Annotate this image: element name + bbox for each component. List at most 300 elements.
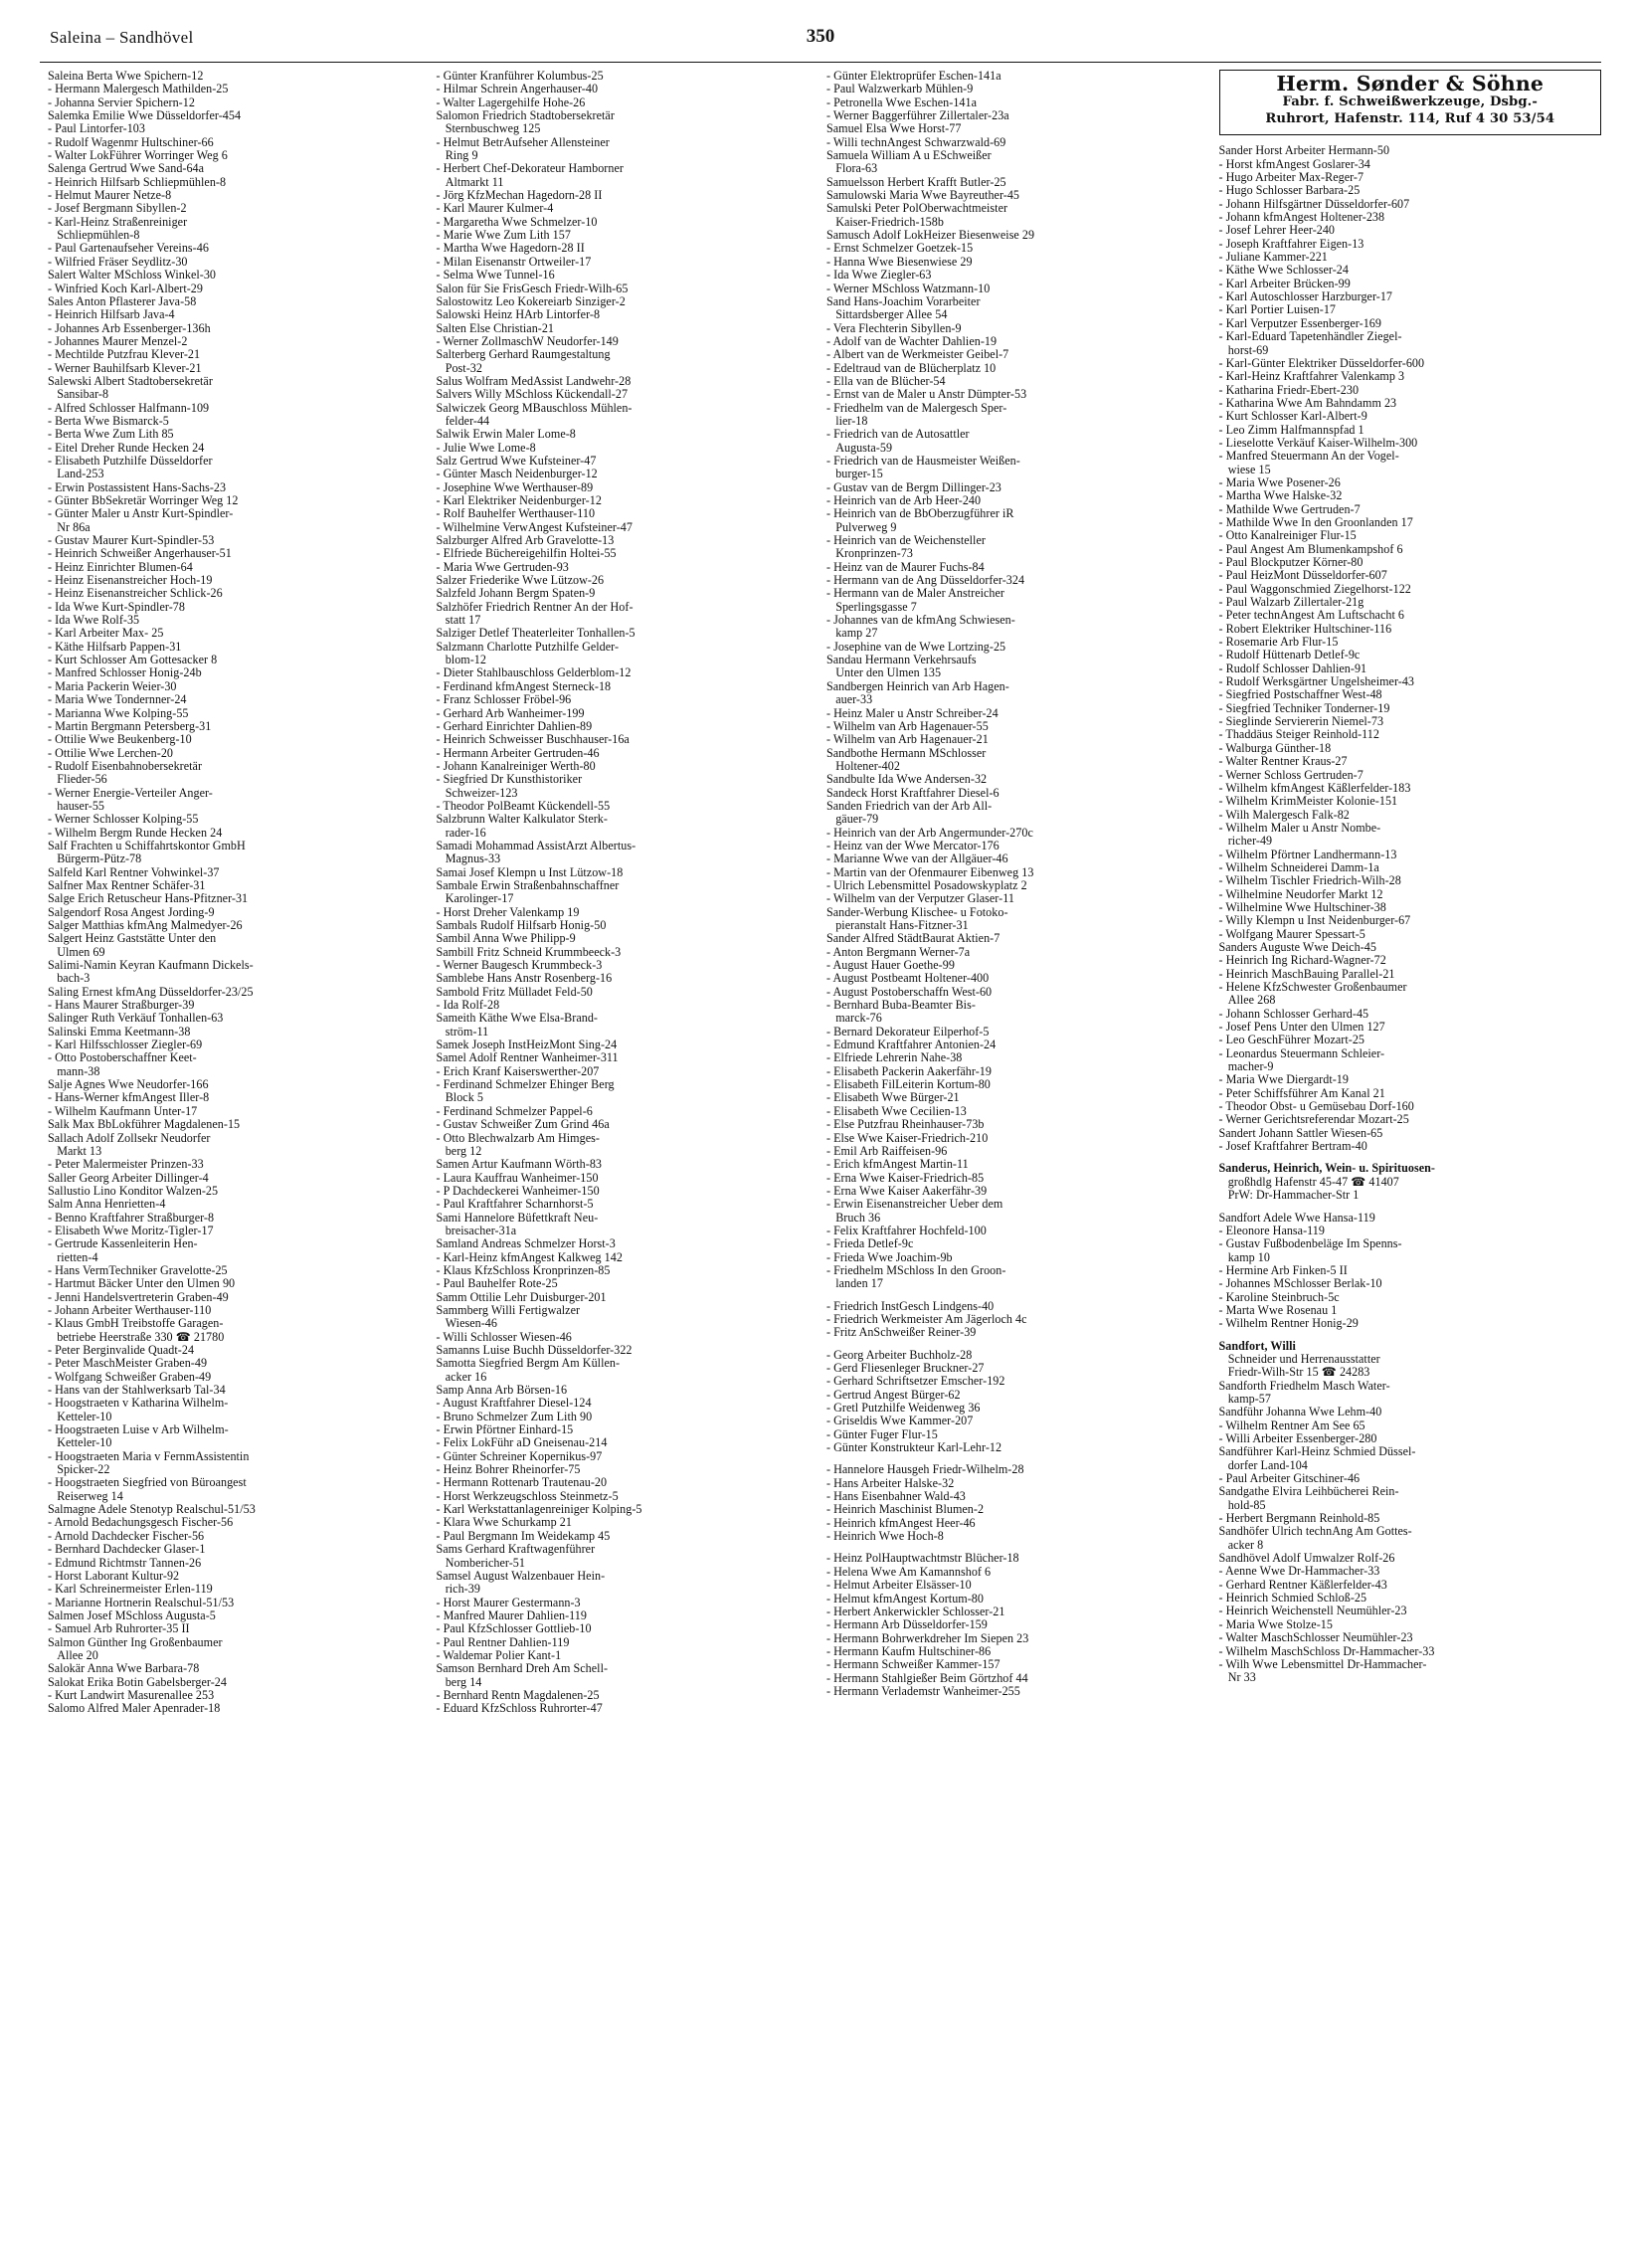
directory-entry: - Heinrich Hilfsarb Schliepmühlen-8 xyxy=(48,174,227,189)
directory-entry: - Samuel Arb Ruhrorter-35 II xyxy=(48,1621,190,1636)
directory-entry: - Günter Schreiner Kopernikus-97 xyxy=(436,1448,603,1463)
directory-entry: rich-39 xyxy=(436,1582,480,1597)
directory-entry: Samanns Luise Buchh Düsseldorfer-322 xyxy=(436,1343,633,1357)
directory-entry: - Benno Kraftfahrer Straßburger-8 xyxy=(48,1210,215,1225)
directory-entry: - Gertrud Angest Bürger-62 xyxy=(826,1387,961,1402)
directory-entry: - Peter Berginvalide Quadt-24 xyxy=(48,1343,195,1357)
directory-entry: betriebe Heerstraße 330 ☎ 21780 xyxy=(48,1329,225,1344)
directory-entry: - Hoogstraeten v Katharina Wilhelm- xyxy=(48,1396,229,1411)
directory-entry: Samuel Elsa Wwe Horst-77 xyxy=(826,121,962,136)
directory-entry: - Martin van der Ofenmaurer Eibenweg 13 xyxy=(826,864,1034,879)
directory-entry: - Albert van de Werkmeister Geibel-7 xyxy=(826,347,1009,362)
directory-entry: - Elisabeth Wwe Bürger-21 xyxy=(826,1090,960,1105)
directory-entry: - Horst Werkzeugschloss Steinmetz-5 xyxy=(436,1488,619,1503)
directory-entry: - Rudolf Wagenmr Hultschiner-66 xyxy=(48,134,214,149)
directory-entry: - Werner Baggerführer Zillertaler-23a xyxy=(826,108,1009,123)
directory-entry: - Hermann Stahlgießer Beim Görtzhof 44 xyxy=(826,1670,1028,1685)
directory-entry: - Klaus GmbH Treibstoffe Garagen- xyxy=(48,1316,224,1331)
directory-entry: - Thaddäus Steiger Reinhold-112 xyxy=(1218,727,1379,742)
directory-entry: - Paul Waggonschmied Ziegelhorst-122 xyxy=(1218,581,1411,596)
directory-entry: - Mechtilde Putzfrau Klever-21 xyxy=(48,347,201,362)
directory-entry: - Ida Wwe Ziegler-63 xyxy=(826,268,932,283)
directory-entry: - Karl Elektriker Neidenburger-12 xyxy=(436,493,602,507)
directory-entry: - Adolf van de Wachter Dahlien-19 xyxy=(826,333,998,348)
directory-entry: Salemka Emilie Wwe Düsseldorfer-454 xyxy=(48,108,242,123)
directory-entry: - Horst kfmAngest Goslarer-34 xyxy=(1218,156,1370,171)
directory-entry: - Karl Maurer Kulmer-4 xyxy=(436,201,554,216)
directory-entry: - Friedrich van de Hausmeister Weißen- xyxy=(826,453,1020,468)
directory-entry: Magnus-33 xyxy=(436,851,501,866)
directory-entry: Samadi Mohammad AssistArzt Albertus- xyxy=(436,838,637,852)
directory-entry: - Willi Arbeiter Essenberger-280 xyxy=(1218,1431,1377,1445)
directory-entry: Sandhövel Adolf Umwalzer Rolf-26 xyxy=(1218,1551,1395,1566)
directory-entry: - Hans Maurer Straßburger-39 xyxy=(48,998,195,1013)
directory-entry: - Julie Wwe Lome-8 xyxy=(436,440,536,455)
directory-entry: - Paul HeizMont Düsseldorfer-607 xyxy=(1218,568,1387,583)
directory-entry: Kaiser-Friedrich-158b xyxy=(826,214,944,229)
directory-entry: - Wilhelm Bergm Runde Hecken 24 xyxy=(48,825,223,840)
directory-entry: - Hugo Schlosser Barbara-25 xyxy=(1218,183,1361,198)
directory-entry: Salostowitz Leo Kokereiarb Sinziger-2 xyxy=(436,293,626,308)
directory-entry: - Wilhelm Tischler Friedrich-Wilh-28 xyxy=(1218,873,1401,888)
directory-entry: - Hartmut Bäcker Unter den Ulmen 90 xyxy=(48,1276,236,1291)
directory-entry: - Felix LokFühr aD Gneisenau-214 xyxy=(436,1435,608,1450)
directory-entry: Samen Artur Kaufmann Wörth-83 xyxy=(436,1157,603,1172)
header-rule xyxy=(40,62,1601,63)
directory-entry: - Berta Wwe Zum Lith 85 xyxy=(48,427,174,442)
directory-entry: - Hermann Bohrwerkdreher Im Siepen 23 xyxy=(826,1630,1029,1645)
directory-entry: Sperlingsgasse 7 xyxy=(826,599,917,614)
directory-entry: - Edmund Kraftfahrer Antonien-24 xyxy=(826,1038,997,1052)
directory-entry: Salmen Josef MSchloss Augusta-5 xyxy=(48,1607,216,1622)
directory-entry: - Gerd Fliesenleger Bruckner-27 xyxy=(826,1361,985,1375)
directory-entry: - Paul Arbeiter Gitschiner-46 xyxy=(1218,1471,1361,1486)
directory-entry: - Elfriede Lehrerin Nahe-38 xyxy=(826,1050,963,1065)
directory-entry: - Werner Gerichtsreferendar Mozart-25 xyxy=(1218,1112,1409,1127)
directory-entry: hauser-55 xyxy=(48,798,105,813)
directory-entry: - Arnold Dachdecker Fischer-56 xyxy=(48,1528,205,1543)
directory-entry: - Eitel Dreher Runde Hecken 24 xyxy=(48,440,205,455)
directory-entry: - Selma Wwe Tunnel-16 xyxy=(436,268,555,283)
directory-entry: Salinger Ruth Verkäuf Tonhallen-63 xyxy=(48,1011,224,1026)
directory-entry: Augusta-59 xyxy=(826,440,893,455)
directory-entry: - Wilhelm kfmAngest Käßlerfelder-183 xyxy=(1218,780,1411,795)
directory-entry: - Anton Bergmann Werner-7a xyxy=(826,944,971,959)
directory-entry: - Erwin Eisenanstreicher Ueber dem xyxy=(826,1197,1003,1212)
directory-entry: Sandhöfer Ulrich technAng Am Gottes- xyxy=(1218,1524,1412,1539)
directory-entry: - Hermine Arb Finken-5 II xyxy=(1218,1262,1348,1277)
directory-entry: Samsel August Walzenbauer Hein- xyxy=(436,1568,606,1583)
directory-entry: - Maria Wwe Gertruden-93 xyxy=(436,559,569,574)
directory-entry: - Walter MaschSchlosser Neumühler-23 xyxy=(1218,1630,1413,1645)
directory-entry: - Hannelore Hausgeh Friedr-Wilhelm-28 xyxy=(826,1462,1024,1477)
directory-entry: - Wilhelm KrimMeister Kolonie-151 xyxy=(1218,794,1398,809)
directory-entry: - Leonardus Steuermann Schleier- xyxy=(1218,1045,1385,1060)
directory-entry: marck-76 xyxy=(826,1011,882,1026)
directory-entry: Sandau Hermann Verkehrsaufs xyxy=(826,653,977,667)
directory-entry: - Erna Wwe Kaiser Aakerfähr-39 xyxy=(826,1183,988,1198)
directory-entry: - Kurt Landwirt Masurenallee 253 xyxy=(48,1687,215,1702)
directory-entry: Unter den Ulmen 135 xyxy=(826,665,942,680)
directory-entry: Salk Max BbLokführer Magdalenen-15 xyxy=(48,1117,241,1132)
directory-entry: Salzmann Charlotte Putzhilfe Gelder- xyxy=(436,639,620,654)
directory-entry: - Robert Elektriker Hultschiner-116 xyxy=(1218,621,1392,636)
directory-entry: - Martin Bergmann Petersberg-31 xyxy=(48,718,212,733)
directory-entry: - Bernhard Rentn Magdalenen-25 xyxy=(436,1687,600,1702)
directory-entry: Sandführer Karl-Heinz Schmied Düssel- xyxy=(1218,1444,1416,1459)
directory-entry: Salewski Albert Stadtobersekretär xyxy=(48,373,213,388)
directory-entry: Altmarkt 11 xyxy=(436,174,504,189)
directory-entry: - Rudolf Hüttenarb Detlef-9c xyxy=(1218,648,1361,662)
directory-entry: - Gustav Fußbodenbeläge Im Spenns- xyxy=(1218,1236,1402,1251)
directory-entry: - Wilhelm van Arb Hagenauer-55 xyxy=(826,718,989,733)
directory-entry: - Hoogstraeten Maria v FernmAssistentin xyxy=(48,1448,250,1463)
directory-entry: Samp Anna Arb Börsen-16 xyxy=(436,1383,568,1398)
directory-entry: - Paul Blockputzer Körner-80 xyxy=(1218,555,1364,569)
directory-entry: - Lieselotte Verkäuf Kaiser-Wilhelm-300 xyxy=(1218,435,1418,450)
directory-entry: - Hans VermTechniker Gravelotte-25 xyxy=(48,1262,228,1277)
directory-entry: Bürgerm-Pütz-78 xyxy=(48,851,142,866)
directory-entry: - Helmut BetrAufseher Allensteiner xyxy=(436,134,610,149)
directory-entry: - Johanna Servier Spichern-12 xyxy=(48,94,195,109)
directory-entry: statt 17 xyxy=(436,613,481,628)
directory-entry: - Helmut kfmAngest Kortum-80 xyxy=(826,1591,984,1606)
directory-entry: - Hans-Werner kfmAngest Iller-8 xyxy=(48,1090,210,1105)
directory-entry: - Werner MSchloss Watzmann-10 xyxy=(826,281,991,295)
directory-entry: Nr 86a xyxy=(48,519,91,534)
directory-entry: - Gustav Schweißer Zum Grind 46a xyxy=(436,1117,610,1132)
directory-entry: - Helena Wwe Am Kamannshof 6 xyxy=(826,1564,992,1579)
directory-entry: Salf Frachten u Schiffahrtskontor GmbH xyxy=(48,838,246,852)
directory-entry: Ulmen 69 xyxy=(48,944,105,959)
directory-entry: - Willi Schlosser Wiesen-46 xyxy=(436,1329,572,1344)
directory-entry: - Paul Lintorfer-103 xyxy=(48,121,145,136)
directory-entry: Salz Gertrud Wwe Kufsteiner-47 xyxy=(436,453,597,468)
column-2 xyxy=(431,70,821,1716)
directory-entry: Reiserweg 14 xyxy=(48,1488,123,1503)
directory-entry: - Erna Wwe Kaiser-Friedrich-85 xyxy=(826,1170,985,1185)
directory-entry: - Johann Kanalreiniger Werth-80 xyxy=(436,758,596,773)
directory-entry: Sander Horst Arbeiter Hermann-50 xyxy=(1218,143,1390,158)
directory-entry: Sanders Auguste Wwe Deich-45 xyxy=(1218,939,1376,954)
directory-entry: Salokat Erika Botin Gabelsberger-24 xyxy=(48,1674,227,1689)
directory-entry: - Laura Kauffrau Wanheimer-150 xyxy=(436,1170,599,1185)
directory-entry: Allee 268 xyxy=(1218,993,1276,1008)
page-header xyxy=(40,26,1601,60)
directory-entry: - Werner Schlosser Kolping-55 xyxy=(48,812,199,827)
directory-entry: - Wilhelm Rentner Am See 65 xyxy=(1218,1418,1365,1432)
directory-entry: - Wolfgang Schweißer Graben-49 xyxy=(48,1369,212,1384)
directory-entry: - Walter Lagergehilfe Hohe-26 xyxy=(436,94,586,109)
directory-entry: - Hermann Kaufm Hultschiner-86 xyxy=(826,1643,992,1658)
directory-entry: Salon für Sie FrisGesch Friedr-Wilh-65 xyxy=(436,281,629,295)
directory-entry: - Manfred Maurer Dahlien-119 xyxy=(436,1607,587,1622)
directory-entry: - Rosemarie Arb Flur-15 xyxy=(1218,635,1339,650)
directory-entry: Salzburger Alfred Arb Gravelotte-13 xyxy=(436,533,615,548)
directory-entry: - Werner Schloss Gertruden-7 xyxy=(1218,767,1364,782)
directory-entry: - Heinz Eisenanstreicher Schlick-26 xyxy=(48,586,223,601)
directory-entry: Holtener-402 xyxy=(826,758,900,773)
directory-entry: - P Dachdeckerei Wanheimer-150 xyxy=(436,1183,600,1198)
directory-entry: - Theodor Obst- u Gemüsebau Dorf-160 xyxy=(1218,1099,1414,1114)
directory-entry: Sandfort, Willi xyxy=(1218,1338,1296,1353)
directory-entry: Samusch Adolf LokHeizer Biesenweise 29 xyxy=(826,228,1035,243)
directory-entry: - Günter Fuger Flur-15 xyxy=(826,1426,938,1441)
directory-entry: - Hermann van de Maler Anstreicher xyxy=(826,586,1004,601)
directory-entry: - Johannes Arb Essenberger-136h xyxy=(48,320,211,335)
directory-entry: Samulowski Maria Wwe Bayreuther-45 xyxy=(826,188,1020,203)
directory-entry: - August Postoberschaffn West-60 xyxy=(826,984,993,999)
directory-entry: Salert Walter MSchloss Winkel-30 xyxy=(48,268,216,283)
directory-entry: Nombericher-51 xyxy=(436,1555,525,1570)
directory-entry: - Herbert Ankerwickler Schlosser-21 xyxy=(826,1604,1005,1618)
directory-entry: - Karl Arbeiter Brücken-99 xyxy=(1218,276,1351,290)
directory-entry: - Ernst van de Maler u Anstr Dümpter-53 xyxy=(826,387,1027,402)
directory-entry: - Elisabeth Packerin Aakerfähr-19 xyxy=(826,1063,992,1078)
directory-entry: Markt 13 xyxy=(48,1143,102,1158)
directory-entry: Sambill Fritz Schneid Krummbeeck-3 xyxy=(436,944,622,959)
directory-entry: wiese 15 xyxy=(1218,462,1271,476)
directory-entry: Friedr-Wilh-Str 15 ☎ 24283 xyxy=(1218,1365,1370,1380)
directory-entry: - Vera Flechterin Sibyllen-9 xyxy=(826,320,962,335)
directory-entry: - Wilhelm Schneiderei Damm-1a xyxy=(1218,859,1379,874)
directory-entry: blom-12 xyxy=(436,653,486,667)
directory-entry: - Gerhard Einrichter Dahlien-89 xyxy=(436,718,593,733)
directory-entry: - Karl-Günter Elektriker Düsseldorfer-600 xyxy=(1218,355,1425,370)
directory-entry: - August Kraftfahrer Diesel-124 xyxy=(436,1396,592,1411)
directory-entry: - Gerhard Schriftsetzer Emscher-192 xyxy=(826,1374,1005,1389)
directory-entry: Sambale Erwin Straßenbahnschaffner xyxy=(436,877,620,892)
directory-entry: Pulverweg 9 xyxy=(826,519,897,534)
directory-entry: - Heinz Eisenanstreicher Hoch-19 xyxy=(48,573,213,588)
directory-entry: - Else Putzfrau Rheinhauser-73b xyxy=(826,1117,985,1132)
directory-entry: Samuelsson Herbert Krafft Butler-25 xyxy=(826,174,1006,189)
directory-entry: - Friedrich van de Autosattler xyxy=(826,427,970,442)
directory-entry: - Karoline Steinbruch-5c xyxy=(1218,1289,1340,1304)
directory-entry: - Maria Wwe Tondernner-24 xyxy=(48,692,187,707)
directory-entry: Karolinger-17 xyxy=(436,891,514,906)
directory-entry: - Hans Arbeiter Halske-32 xyxy=(826,1475,955,1490)
directory-entry: - Eduard KfzSchloss Ruhrorter-47 xyxy=(436,1701,603,1716)
directory-entry: - Walburga Günther-18 xyxy=(1218,740,1332,755)
directory-entry: Salokär Anna Wwe Barbara-78 xyxy=(48,1661,200,1676)
directory-entry: - Josef Lehrer Heer-240 xyxy=(1218,223,1336,238)
directory-entry: felder-44 xyxy=(436,413,490,428)
directory-entry: - Juliane Kammer-221 xyxy=(1218,250,1328,265)
directory-entry: - Erwin Postassistent Hans-Sachs-23 xyxy=(48,479,227,494)
directory-entry: - Margaretha Wwe Schmelzer-10 xyxy=(436,214,598,229)
directory-entry: - Friedrich InstGesch Lindgens-40 xyxy=(826,1298,995,1313)
directory-entry: - Ida Rolf-28 xyxy=(436,998,500,1013)
directory-entry: Post-32 xyxy=(436,360,482,375)
directory-entry: - Marianne Wwe van der Allgäuer-46 xyxy=(826,851,1008,866)
directory-entry: - Peter Schiffsführer Am Kanal 21 xyxy=(1218,1085,1385,1100)
directory-entry: - Werner ZollmaschW Neudorfer-149 xyxy=(436,333,619,348)
directory-entry: landen 17 xyxy=(826,1276,883,1291)
directory-entry: - Horst Dreher Valenkamp 19 xyxy=(436,904,580,919)
directory-entry: - Heinrich van de BbOberzugführer iR xyxy=(826,506,1014,521)
directory-entry: - Bernard Dekorateur Eilperhof-5 xyxy=(826,1024,990,1039)
directory-entry: - Fritz AnSchweißer Reiner-39 xyxy=(826,1325,977,1340)
directory-entry: Samel Adolf Rentner Wanheimer-311 xyxy=(436,1050,619,1065)
directory-entry: - Heinz Maler u Anstr Schreiber-24 xyxy=(826,705,999,720)
directory-entry: - Paul Gartenaufseher Vereins-46 xyxy=(48,241,209,256)
directory-entry: - Leo Zimm Halfmannspfad 1 xyxy=(1218,422,1364,437)
directory-entry: Salzer Friederike Wwe Lützow-26 xyxy=(436,573,605,588)
directory-entry: rietten-4 xyxy=(48,1249,98,1264)
directory-entry: dorfer Land-104 xyxy=(1218,1457,1308,1472)
directory-entry: - Helmut Arbeiter Elsässer-10 xyxy=(826,1578,972,1593)
directory-entry: - Mathilde Wwe In den Groonlanden 17 xyxy=(1218,514,1413,529)
directory-entry: PrW: Dr-Hammacher-Str 1 xyxy=(1218,1188,1360,1203)
directory-entry: Sittardsberger Allee 54 xyxy=(826,307,948,322)
directory-entry: Samm Ottilie Lehr Duisburger-201 xyxy=(436,1289,607,1304)
directory-entry: - Marie Wwe Zum Lith 157 xyxy=(436,228,571,243)
directory-entry: pieranstalt Hans-Fitzner-31 xyxy=(826,918,969,932)
directory-entry: - Friedhelm van de Malergesch Sper- xyxy=(826,400,1007,415)
directory-entry: - Hermann Schweißer Kammer-157 xyxy=(826,1657,1000,1672)
directory-entry: - Heinz Bohrer Rheinorfer-75 xyxy=(436,1462,581,1477)
directory-entry: - Friedrich Werkmeister Am Jägerloch 4c xyxy=(826,1311,1027,1326)
directory-entry: - Paul Bergmann Im Weidekamp 45 xyxy=(436,1528,611,1543)
directory-entry: - Ernst Schmelzer Goetzek-15 xyxy=(826,241,974,256)
directory-entry: Block 5 xyxy=(436,1090,483,1105)
directory-entry: - Günter Elektroprüfer Eschen-141a xyxy=(826,69,1001,83)
directory-entry: Ketteler-10 xyxy=(48,1435,112,1450)
directory-entry: - Johannes MSchlosser Berlak-10 xyxy=(1218,1276,1382,1291)
directory-entry: - Siegfried Postschaffner West-48 xyxy=(1218,687,1382,702)
directory-entry: Salziger Detlef Theaterleiter Tonhallen-5 xyxy=(436,626,636,641)
directory-entry: Sambold Fritz Mülladet Feld-50 xyxy=(436,984,593,999)
directory-entry: - Gustav van de Bergm Dillinger-23 xyxy=(826,479,1001,494)
directory-entry: Salge Erich Retuscheur Hans-Pfitzner-31 xyxy=(48,891,249,906)
directory-entry: - Elisabeth Putzhilfe Düsseldorfer xyxy=(48,453,213,468)
directory-entry: - Heinz PolHauptwachtmstr Blücher-18 xyxy=(826,1551,1019,1566)
ad-line-2: Ruhrort, Hafenstr. 114, Ruf 4 30 53/54 xyxy=(1265,110,1555,126)
directory-entry: - Karl Portier Luisen-17 xyxy=(1218,302,1336,317)
directory-entry: - Hermann Rottenarb Trautenau-20 xyxy=(436,1475,608,1490)
directory-entry: - Erich Kranf Kaiserswerther-207 xyxy=(436,1063,600,1078)
directory-entry: - Hanna Wwe Biesenwiese 29 xyxy=(826,254,973,269)
directory-entry: - Frieda Detlef-9c xyxy=(826,1236,914,1251)
directory-entry: - Helmut Maurer Netze-8 xyxy=(48,188,172,203)
directory-entry: - Hermann Arbeiter Gertruden-46 xyxy=(436,745,600,760)
directory-entry: ström-11 xyxy=(436,1024,489,1039)
directory-entry: Salus Wolfram MedAssist Landwehr-28 xyxy=(436,373,632,388)
directory-entry: - Käthe Wwe Schlosser-24 xyxy=(1218,263,1349,278)
directory-entry: - Heinrich van der Arb Angermunder-270c xyxy=(826,825,1033,840)
directory-entry: Salje Agnes Wwe Neudorfer-166 xyxy=(48,1077,209,1092)
directory-entry: acker 8 xyxy=(1218,1537,1264,1552)
directory-entry: - Bernhard Dachdecker Glaser-1 xyxy=(48,1542,206,1557)
directory-entry: - Wilhelm MaschSchloss Dr-Hammacher-33 xyxy=(1218,1643,1435,1658)
directory-entry: bach-3 xyxy=(48,971,91,986)
directory-entry: Salowski Heinz HArb Lintorfer-8 xyxy=(436,307,601,322)
directory-entry: - Friedhelm MSchloss In den Groon- xyxy=(826,1262,1006,1277)
directory-entry: - Heinz van de Maurer Fuchs-84 xyxy=(826,559,985,574)
directory-entry: - Willi technAngest Schwarzwald-69 xyxy=(826,134,1006,149)
directory-entry: - Klara Wwe Schurkamp 21 xyxy=(436,1515,572,1530)
directory-entry: Flora-63 xyxy=(826,161,878,176)
directory-entry: - Hans van der Stahlwerksarb Tal-34 xyxy=(48,1383,226,1398)
directory-entry: - Rolf Bauhelfer Werthauser-110 xyxy=(436,506,596,521)
directory-entry: - Ottilie Wwe Beukenberg-10 xyxy=(48,732,192,747)
directory-entry: - Wolfgang Maurer Spessart-5 xyxy=(1218,926,1365,941)
running-title: Saleina – Sandhövel xyxy=(50,28,194,47)
directory-entry: - Jenni Handelsvertreterin Graben-49 xyxy=(48,1289,229,1304)
directory-entry: Sandert Johann Sattler Wiesen-65 xyxy=(1218,1125,1383,1140)
directory-entry: - Werner Bauhilfsarb Klever-21 xyxy=(48,360,202,375)
directory-entry: - Georg Arbeiter Buchholz-28 xyxy=(826,1347,973,1362)
directory-entry: Sanden Friedrich van der Arb All- xyxy=(826,798,993,813)
directory-entry: Sallustio Lino Konditor Walzen-25 xyxy=(48,1183,219,1198)
directory-entry: - Heinrich MaschBauing Parallel-21 xyxy=(1218,966,1395,981)
directory-entry: - Wilhelm Maler u Anstr Nombe- xyxy=(1218,820,1381,835)
directory-entry: - Paul Bauhelfer Rote-25 xyxy=(436,1276,558,1291)
directory-entry: Sambil Anna Wwe Philipp-9 xyxy=(436,931,576,946)
directory-entry: - Johannes van de kfmAng Schwiesen- xyxy=(826,613,1015,628)
directory-entry: - Wilhelmine Wwe Hultschiner-38 xyxy=(1218,899,1386,914)
directory-entry: - Rudolf Eisenbahnobersekretär xyxy=(48,758,203,773)
directory-entry: Samotta Siegfried Bergm Am Küllen- xyxy=(436,1356,621,1371)
directory-entry: macher-9 xyxy=(1218,1059,1274,1074)
directory-entry: - Jörg KfzMechan Hagedorn-28 II xyxy=(436,188,603,203)
directory-entry: Salzfeld Johann Bergm Spaten-9 xyxy=(436,586,596,601)
directory-entry: - Heinrich Ing Richard-Wagner-72 xyxy=(1218,953,1386,968)
directory-entry: Salomon Friedrich Stadtobersekretär xyxy=(436,108,615,123)
directory-entry: - Hermann Arb Düsseldorfer-159 xyxy=(826,1617,988,1632)
directory-entry: - Wilhelm Kaufmann Unter-17 xyxy=(48,1103,198,1118)
directory-entry: Flieder-56 xyxy=(48,772,107,787)
directory-entry: - Paul Kraftfahrer Scharnhorst-5 xyxy=(436,1197,594,1212)
ad-company-name: Herm. Sønder & Söhne xyxy=(1276,72,1545,95)
directory-entry: - Else Wwe Kaiser-Friedrich-210 xyxy=(826,1130,989,1145)
directory-entry: - Horst Laborant Kultur-92 xyxy=(48,1568,180,1583)
directory-entry: - Josef Kraftfahrer Bertram-40 xyxy=(1218,1139,1367,1154)
column-1 xyxy=(40,70,431,1716)
directory-entry: Samek Joseph InstHeizMont Sing-24 xyxy=(436,1038,618,1052)
directory-entry: Sand Hans-Joachim Vorarbeiter xyxy=(826,293,981,308)
directory-entry: Sammberg Willi Fertigwalzer xyxy=(436,1302,581,1317)
directory-entry: - Manfred Steuermann An der Vogel- xyxy=(1218,449,1399,464)
column-4 xyxy=(1211,70,1602,1716)
directory-entry: Kronprinzen-73 xyxy=(826,546,914,561)
directory-entry: - Martha Wwe Halske-32 xyxy=(1218,488,1343,503)
directory-entry: - Joseph Kraftfahrer Eigen-13 xyxy=(1218,236,1364,251)
directory-entry: Sandfort Adele Wwe Hansa-119 xyxy=(1218,1210,1375,1225)
directory-entry: - Karl Verputzer Essenberger-169 xyxy=(1218,315,1381,330)
directory-entry: - Wilhelm Rentner Honig-29 xyxy=(1218,1316,1359,1331)
directory-entry: - Franz Schlosser Fröbel-96 xyxy=(436,692,572,707)
directory-entry: - Herbert Bergmann Reinhold-85 xyxy=(1218,1511,1380,1526)
directory-entry: Salfner Max Rentner Schäfer-31 xyxy=(48,877,206,892)
directory-entry: hold-85 xyxy=(1218,1497,1266,1512)
directory-entry: Sternbuschweg 125 xyxy=(436,121,541,136)
directory-entry: - Erwin Pförtner Einhard-15 xyxy=(436,1422,574,1437)
column-3 xyxy=(820,70,1211,1716)
directory-entry: - Sieglinde Serviererin Niemel-73 xyxy=(1218,714,1384,729)
directory-entry: richer-49 xyxy=(1218,834,1273,849)
directory-entry: Salterberg Gerhard Raumgestaltung xyxy=(436,347,611,362)
directory-entry: - Paul Walzarb Zillertaler-21g xyxy=(1218,595,1364,610)
directory-entry: Salm Anna Henrietten-4 xyxy=(48,1197,166,1212)
directory-entry: - Werner Energie-Verteiler Anger- xyxy=(48,785,213,800)
directory-entry: Nr 33 xyxy=(1218,1670,1256,1685)
directory-entry: Sandbergen Heinrich van Arb Hagen- xyxy=(826,678,1009,693)
directory-entry: - Wilhelm Pförtner Landhermann-13 xyxy=(1218,847,1397,861)
directory-entry: Sander-Werbung Klischee- u Fotoko- xyxy=(826,904,1008,919)
directory-entry: - Heinz van der Wwe Mercator-176 xyxy=(826,838,1000,852)
